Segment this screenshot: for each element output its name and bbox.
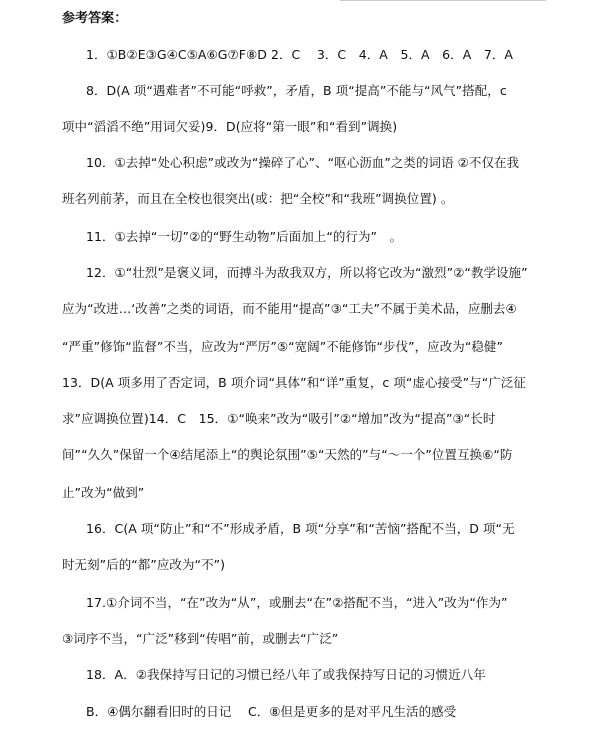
- answer-line: 时无刻”后的“都”应改为“不”): [62, 557, 226, 572]
- top-divider: [340, 0, 546, 1]
- answer-line: 止”改为“做到”: [62, 485, 145, 500]
- answer-line: 18．A．②我保持写日记的习惯已经八年了或我保持写日记的习惯近八年: [86, 667, 486, 682]
- answer-line: 应为“改进…‘改善”之类的词语，而不能用“提高”③“工夫”不属于美术品，应删去④: [62, 301, 517, 316]
- answer-line: 间”“久久”保留一个④结尾添上“的舆论氛围”⑤“天然的”与“～一个”位置互换⑥“防: [62, 447, 513, 462]
- answer-line: ③词序不当，“广泛”移到“传唱”前，或删去“广泛”: [62, 631, 339, 646]
- answer-line: 项中“滔滔不绝”用词欠妥)9．D(应将“第一眼”和“看到”调换): [62, 119, 398, 134]
- answer-line: 17.①介词不当，“在”改为“从”，或删去“在”②搭配不当，“进入”改为“作为”: [86, 595, 508, 610]
- answer-line: 求”应调换位置)14．C 15．①“唤来”改为“吸引”②“增加”改为“提高”③“长时: [62, 411, 496, 426]
- answer-line: B．④偶尔翻看旧时的日记 C．⑧但是更多的是对平凡生活的感受: [86, 704, 457, 719]
- answer-key-title: 参考答案：: [62, 11, 128, 26]
- answer-line: 8．D(A 项“遇难者”不可能“呼救”，矛盾，B 项“提高”不能与“风气”搭配，c: [86, 83, 507, 98]
- answer-line: “严重”修饰“监督”不当，应改为“严厉”⑤“宽阔”不能修饰“步伐”，应改为“稳健”: [62, 339, 503, 354]
- answer-line: 10．①去掉“处心积虑”或改为“操碎了心”、“呕心沥血”之类的词语 ②不仅在我: [86, 155, 520, 170]
- answer-line: 16．C(A 项“防止”和“不”形成矛盾，B 项“分享”和“苦恼”搭配不当，D 项“无: [86, 521, 515, 536]
- answer-line: 12．①“壮烈”是褒义词，而搏斗为敌我双方，所以将它改为“激烈”②“教学设施”: [86, 265, 528, 280]
- answer-line: 班名列前茅，而且在全校也很突出(或：把“全校”和“我班”调换位置) 。: [62, 191, 454, 206]
- answer-line: 13．D(A 项多用了否定词，B 项介词“具体”和“详”重复，c 项“虚心接受”与“广泛征: [62, 375, 526, 390]
- answer-line: 11．①去掉“一切”②的“野生动物”后面加上“的行为” 。: [86, 229, 403, 244]
- answer-line: 1．①B②E③G④C⑤A⑥G⑦F⑧D 2．C 3．C 4．A 5．A 6．A 7．A: [86, 47, 514, 62]
